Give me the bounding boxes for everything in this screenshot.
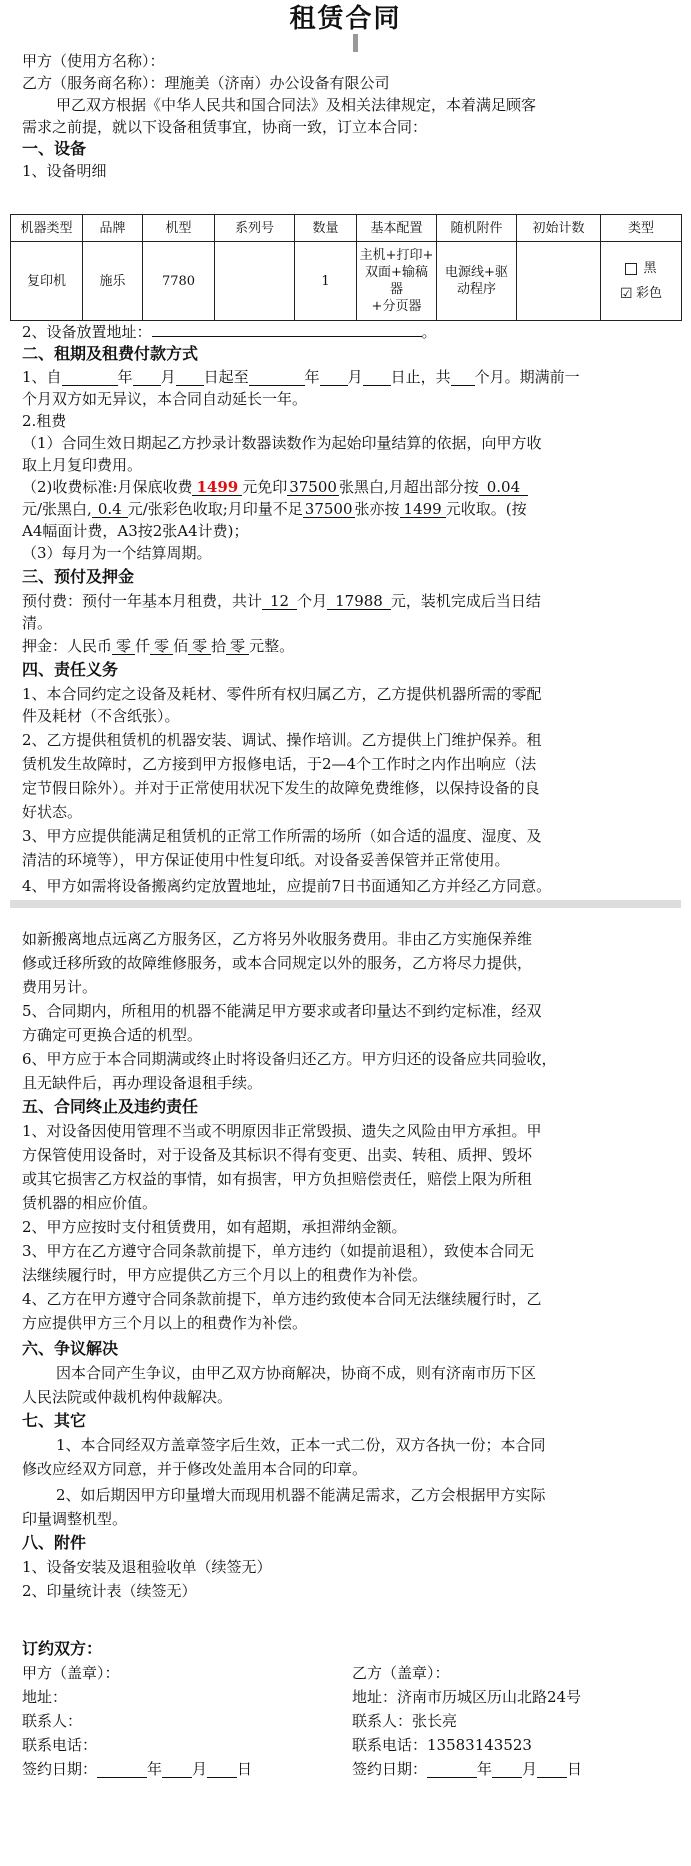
party-b-seal: 乙方（盖章）：: [352, 1664, 450, 1682]
paragraph-line: 且无缺件后，再办理设备退租手续。: [22, 1074, 263, 1092]
header-serial: 系列号: [215, 215, 295, 242]
intro-line-2: 需求之前提，就以下设备租赁事宜，协商一致，订立本合同：: [22, 118, 428, 136]
party-a-sign-date: 签约日期： 年 月 日: [22, 1760, 253, 1778]
party-a-contact: 联系人：: [22, 1712, 83, 1730]
paragraph-line: 赁机器的相应价值。: [22, 1194, 158, 1212]
header-accessories: 随机附件: [437, 215, 517, 242]
header-initial-count: 初始计数: [517, 215, 601, 242]
section-3-heading: 三、预付及押金: [22, 567, 135, 586]
party-b-address: 地址：济南市历城区历山北路24号: [352, 1688, 582, 1706]
paragraph-line: 4、乙方在甲方遵守合同条款前提下，单方违约致使本合同无法继续履行时，乙: [22, 1290, 542, 1308]
term-line-2: 个月双方如无异议，本合同自动延长一年。: [22, 390, 308, 408]
paragraph-line: 2、乙方提供租赁机的机器安装、调试、操作培训。乙方提供上门维护保养。租: [22, 731, 542, 749]
document-title: 租赁合同: [289, 4, 402, 34]
paragraph-line: 方应提供甲方三个月以上的租费作为补偿。: [22, 1314, 308, 1332]
party-a-seal: 甲方（盖章）：: [22, 1664, 120, 1682]
text-cursor: [353, 34, 358, 52]
intro-line-1: 甲乙双方根据《中华人民共和国合同法》及相关法律规定，本着满足顾客: [56, 96, 537, 114]
party-b-line: 乙方（服务商名称）：理施美（济南）办公设备有限公司: [22, 74, 390, 92]
rent-clause-2c: A4幅面计费，A3按2张A4计费)；: [22, 522, 249, 540]
dispute-line-1: 因本合同产生争议，由甲乙双方协商解决，协商不成，则有济南市历下区: [56, 1364, 537, 1382]
header-quantity: 数量: [295, 215, 357, 242]
paragraph-line: 5、合同期内，所租用的机器不能满足甲方要求或者印量达不到约定标准，经双: [22, 1002, 542, 1020]
party-a-line: 甲方（使用方名称）：: [22, 52, 165, 70]
paragraph-line: 3、甲方在乙方遵守合同条款前提下，单方违约（如提前退租），致使本合同无: [22, 1242, 535, 1260]
config-line: 双面+输稿器: [365, 265, 428, 297]
rent-clause-2b: 元/张黑白, 0.4 元/张彩色收取;月印量不足 37500 张亦按 1499 元收取。(按: [22, 500, 527, 518]
deposit-line: 押金：人民币 零 仟 零 佰 零 拾 零 元整。: [22, 637, 295, 655]
cell-quantity: 1: [295, 242, 357, 321]
accessory-line: 动程序: [456, 282, 496, 297]
party-b-sign-date: 签约日期： 年 月 日: [352, 1760, 583, 1778]
rent-clause-3: （3）每月为一个结算周期。: [22, 544, 212, 562]
section-2-heading: 二、租期及租费付款方式: [22, 344, 199, 363]
paragraph-line: 修或迁移所致的故障维修服务，或本合同规定以外的服务，乙方将尽力提供，: [22, 954, 533, 972]
paragraph-line: 1、本合同约定之设备及耗材、零件所有权归属乙方，乙方提供机器所需的零配: [22, 685, 542, 703]
section-8-heading: 八、附件: [22, 1533, 87, 1552]
header-model: 机型: [143, 215, 215, 242]
accessory-line: 电源线+驱: [445, 265, 508, 280]
option-color-label: 彩色: [635, 286, 662, 301]
paragraph-line: 费用另计。: [22, 978, 98, 996]
cell-accessories: [437, 242, 517, 321]
paragraph-line: 法继续履行时，甲方应提供乙方三个月以上的租费作为补偿。: [22, 1266, 428, 1284]
other-line-4: 印量调整机型。: [22, 1510, 128, 1528]
cell-machine-type: 复印机: [11, 242, 83, 321]
page-break: [10, 900, 681, 908]
section-5-heading: 五、合同终止及违约责任: [22, 1097, 199, 1116]
table-row: [11, 242, 682, 321]
prepay-line: 预付费：预付一年基本月租费，共计 12 个月 17988 元，装机完成后当日结: [22, 592, 541, 610]
table-header-row: [11, 215, 682, 242]
section-6-heading: 六、争议解决: [22, 1339, 119, 1358]
attachment-1: 1、设备安装及退租验收单（续签无）: [22, 1558, 272, 1576]
equipment-table: [10, 214, 682, 321]
header-brand: 品牌: [83, 215, 143, 242]
checkbox-black[interactable]: [625, 263, 637, 275]
rent-clause-1a: （1）合同生效日期起乙方抄录计数器读数作为起始印量结算的依据，向甲方收: [22, 434, 542, 452]
header-machine-type: 机器类型: [11, 215, 83, 242]
paragraph-line: 或其它损害乙方权益的事情，如有损害，甲方负担赔偿责任，赔偿上限为所租: [22, 1170, 533, 1188]
prepay-line-2: 清。: [22, 614, 53, 632]
signatories-heading: 订约双方：: [22, 1639, 103, 1658]
other-line-1: 1、本合同经双方盖章签字后生效，正本一式二份，双方各执一份；本合同: [56, 1436, 546, 1454]
paragraph-line: 清洁的环境等），甲方保证使用中性复印纸。对设备妥善保管并正常使用。: [22, 851, 510, 869]
cell-config: [357, 242, 437, 321]
term-line: 1、自 年 月 日起至 年 月 日止，共 个月。期满前一: [22, 368, 580, 386]
paragraph-line: 方保管使用设备时，对于设备及其标识不得有变更、出卖、转租、质押、毁坏: [22, 1146, 533, 1164]
party-b-phone: 联系电话：13583143523: [352, 1736, 532, 1754]
party-a-address: 地址：: [22, 1688, 68, 1706]
paragraph-line: 方确定可更换合适的机型。: [22, 1026, 203, 1044]
header-config: 基本配置: [357, 215, 437, 242]
paragraph-line: 6、甲方应于本合同期满或终止时将设备归还乙方。甲方归还的设备应共同验收，: [22, 1050, 557, 1068]
paragraph-line: 3、甲方应提供能满足租赁机的正常工作所需的场所（如合适的温度、湿度、及: [22, 827, 542, 845]
paragraph-line: 件及耗材（不含纸张）。: [22, 707, 180, 725]
paragraph-line: 2、甲方应按时支付租赁费用，如有超期，承担滞纳金额。: [22, 1218, 407, 1236]
section-1-heading: 一、设备: [22, 139, 87, 158]
option-black-label: 黑: [643, 261, 657, 276]
equipment-detail-label: 1、设备明细: [22, 162, 107, 180]
paragraph-line: 赁机发生故障时，乙方接到甲方报修电话，于2—4个工作时之内作出响应（法: [22, 755, 537, 773]
attachment-2: 2、印量统计表（续签无）: [22, 1582, 197, 1600]
dispute-line-2: 人民法院或仲裁机构仲裁解决。: [22, 1388, 233, 1406]
monthly-minimum-fee: 1499: [192, 479, 242, 496]
section-4-heading: 四、责任义务: [22, 660, 119, 679]
placement-address-line: 2、设备放置地址： 。: [22, 323, 437, 341]
section-7-heading: 七、其它: [22, 1411, 87, 1430]
cell-brand: 施乐: [83, 242, 143, 321]
party-a-phone: 联系电话：: [22, 1736, 98, 1754]
header-kind: 类型: [601, 215, 682, 242]
config-line: +分页器: [371, 299, 422, 314]
rent-clause-1b: 取上月复印费用。: [22, 456, 143, 474]
rent-label: 2.租费: [22, 412, 67, 430]
contract-document: [10, 0, 681, 1866]
other-line-3: 2、如后期因甲方印量增大而现用机器不能满足需求，乙方会根据甲方实际: [56, 1486, 546, 1504]
cell-model: 7780: [143, 242, 215, 321]
party-b-contact: 联系人：张长亮: [352, 1712, 458, 1730]
paragraph-line: 1、对设备因使用管理不当或不明原因非正常毁损、遗失之风险由甲方承担。甲: [22, 1122, 542, 1140]
cell-initial-count: [517, 242, 601, 321]
paragraph-line: 好状态。: [22, 803, 83, 821]
paragraph-line: 如新搬离地点远离乙方服务区，乙方将另外收服务费用。非由乙方实施保养维: [22, 930, 533, 948]
config-line: 主机+打印+: [359, 248, 434, 263]
cell-kind: [601, 242, 682, 321]
paragraph-line: 定节假日除外）。并对于正常使用状况下发生的故障免费维修，以保持设备的良: [22, 779, 540, 797]
checkbox-color[interactable]: ☑: [619, 285, 633, 302]
rent-clause-2a: （2)收费标准:月保底收费 1499 元免印 37500 张黑白,月超出部分按 0.04: [22, 478, 682, 496]
paragraph-line: 4、甲方如需将设备搬离约定放置地址，应提前7日书面通知乙方并经乙方同意。: [22, 877, 552, 895]
cell-serial: [215, 242, 295, 321]
other-line-2: 修改应经双方同意，并于修改处盖用本合同的印章。: [22, 1460, 368, 1478]
